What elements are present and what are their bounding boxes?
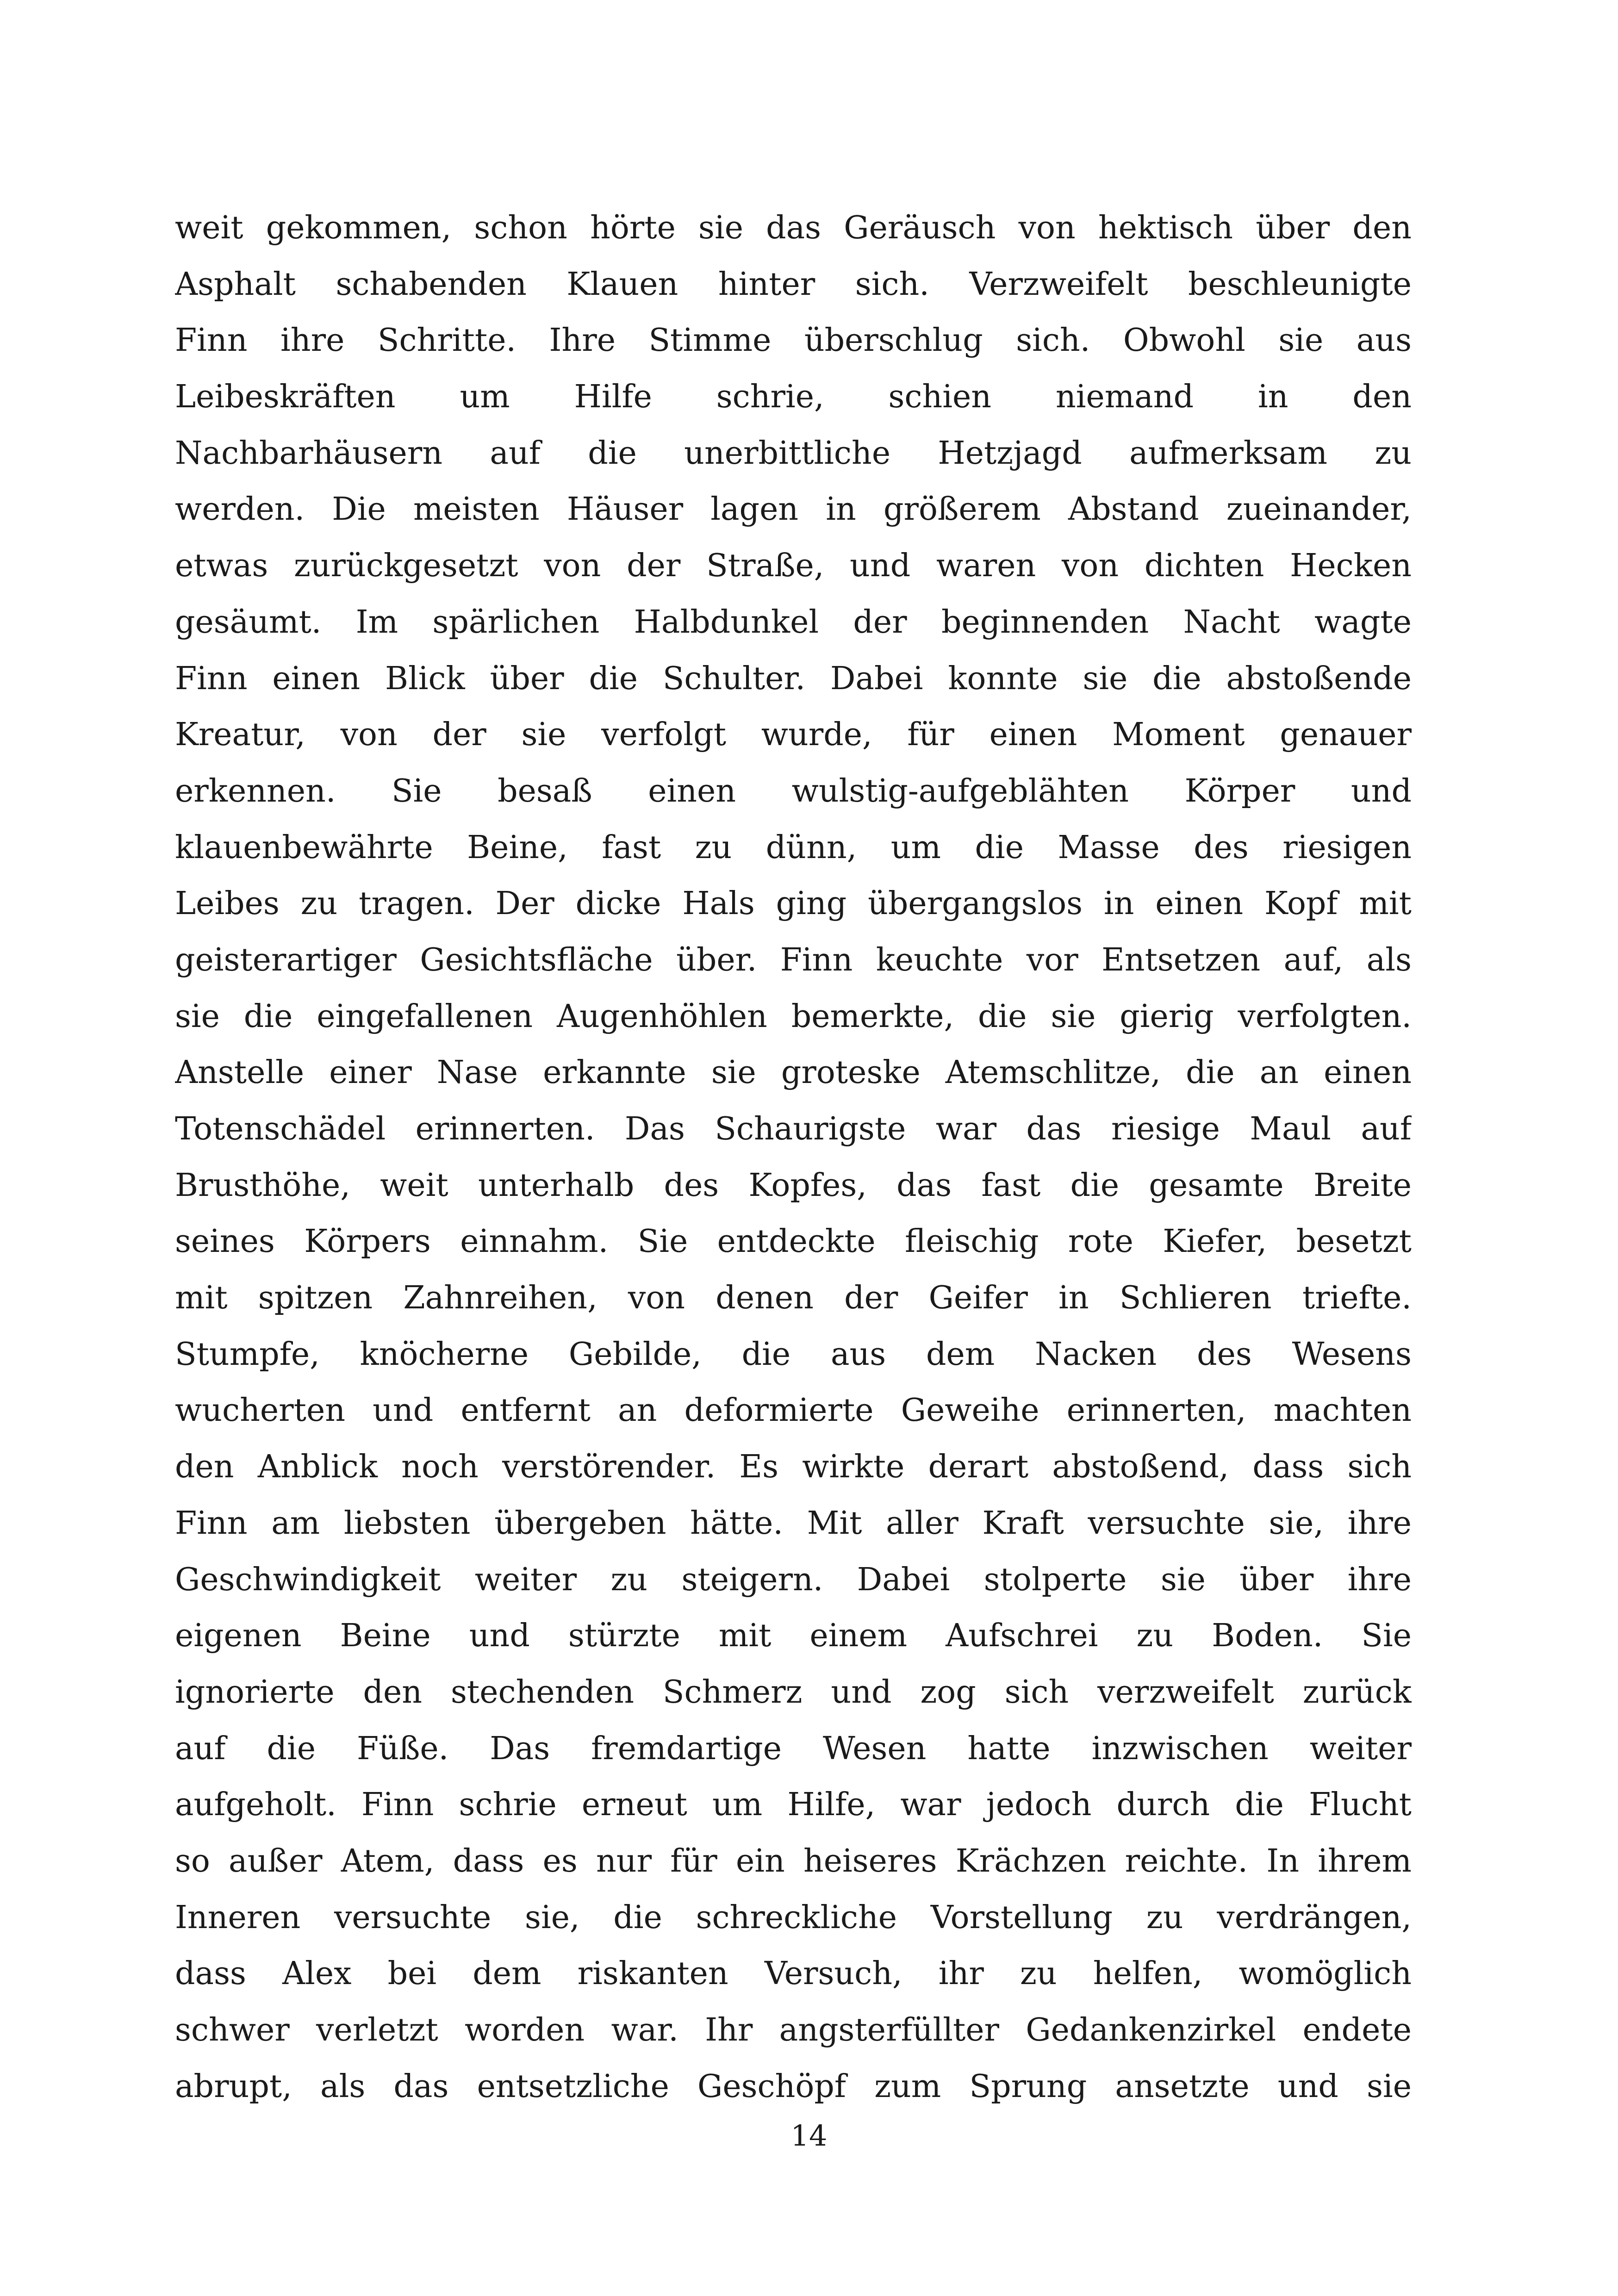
text-line: dass Alex bei dem riskanten Versuch, ihr zu helfen, womöglich — [175, 1955, 1412, 1992]
text-line: gesäumt. Im spärlichen Halbdunkel der beginnenden Nacht wagte — [175, 604, 1412, 641]
text-line: Finn am liebsten übergeben hätte. Mit aller Kraft versuchte sie, ihre — [175, 1505, 1412, 1542]
text-line: mit spitzen Zahnreihen, von denen der Geifer in Schlieren triefte. — [175, 1280, 1412, 1317]
text-line: Brusthöhe, weit unterhalb des Kopfes, das fast die gesamte Breite — [175, 1167, 1412, 1204]
text-line: Leibeskräften um Hilfe schrie, schien niemand in den — [175, 379, 1412, 416]
text-line: Finn einen Blick über die Schulter. Dabei konnte sie die abstoßende — [175, 660, 1412, 697]
text-line: ignorierte den stechenden Schmerz und zog sich verzweifelt zurück — [175, 1674, 1412, 1711]
page-number: 14 — [790, 2119, 828, 2153]
text-line: wucherten und entfernt an deformierte Geweihe erinnerten, machten — [175, 1392, 1412, 1429]
text-line: Asphalt schabenden Klauen hinter sich. Verzweifelt beschleunigte — [175, 266, 1412, 303]
text-line: aufgeholt. Finn schrie erneut um Hilfe, war jedoch durch die Flucht — [175, 1786, 1412, 1823]
text-line: Kreatur, von der sie verfolgt wurde, für einen Moment genauer — [175, 716, 1412, 753]
text-line: etwas zurückgesetzt von der Straße, und waren von dichten Hecken — [175, 548, 1412, 585]
text-line: den Anblick noch verstörender. Es wirkte derart abstoßend, dass sich — [175, 1449, 1412, 1486]
text-line: werden. Die meisten Häuser lagen in größerem Abstand zueinander, — [175, 491, 1412, 528]
text-line: Stumpfe, knöcherne Gebilde, die aus dem Nacken des Wesens — [175, 1336, 1412, 1373]
text-line: sie die eingefallenen Augenhöhlen bemerkte, die sie gierig verfolgten. — [175, 998, 1412, 1035]
text-line: erkennen. Sie besaß einen wulstig-aufgeblähten Körper und — [175, 772, 1412, 809]
text-line: geisterartiger Gesichtsfläche über. Finn keuchte vor Entsetzen auf, als — [175, 941, 1412, 978]
text-line: Finn ihre Schritte. Ihre Stimme überschlug sich. Obwohl sie aus — [175, 322, 1412, 359]
text-line: weit gekommen, schon hörte sie das Geräusch von hektisch über den — [175, 210, 1412, 246]
text-line: Totenschädel erinnerten. Das Schaurigste war das riesige Maul auf — [175, 1111, 1412, 1147]
text-line: Nachbarhäusern auf die unerbittliche Hetzjagd aufmerksam zu — [175, 435, 1412, 472]
text-line: abrupt, als das entsetzliche Geschöpf zum Sprung ansetzte und sie — [175, 2068, 1412, 2105]
text-line: klauenbewährte Beine, fast zu dünn, um die Masse des riesigen — [175, 829, 1412, 866]
body-text — [175, 200, 1412, 2115]
text-line: Anstelle einer Nase erkannte sie groteske Atemschlitze, die an einen — [175, 1054, 1412, 1091]
text-line: eigenen Beine und stürzte mit einem Aufschrei zu Boden. Sie — [175, 1618, 1412, 1655]
text-line: seines Körpers einnahm. Sie entdeckte fleischig rote Kiefer, besetzt — [175, 1223, 1412, 1260]
text-line: Geschwindigkeit weiter zu steigern. Dabei stolperte sie über ihre — [175, 1561, 1412, 1598]
text-line: schwer verletzt worden war. Ihr angsterfüllter Gedankenzirkel endete — [175, 2012, 1412, 2048]
text-line: auf die Füße. Das fremdartige Wesen hatte inzwischen weiter — [175, 1730, 1412, 1767]
text-line: Leibes zu tragen. Der dicke Hals ging übergangslos in einen Kopf mit — [175, 885, 1412, 922]
text-line: so außer Atem, dass es nur für ein heiseres Krächzen reichte. In ihrem — [175, 1842, 1412, 1879]
text-line: Inneren versuchte sie, die schreckliche Vorstellung zu verdrängen, — [175, 1899, 1412, 1936]
